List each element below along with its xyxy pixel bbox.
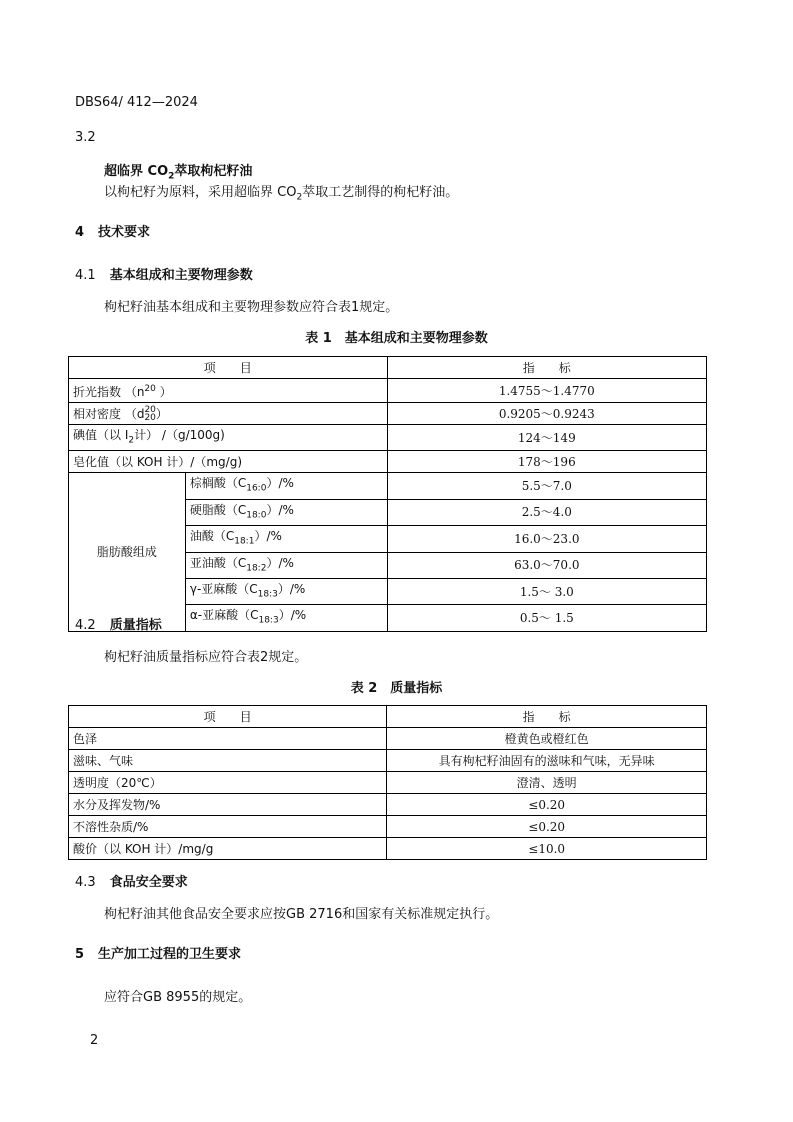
term-heading xyxy=(104,160,252,182)
section-number: 5 xyxy=(75,947,85,962)
header-item: 项 目 xyxy=(69,706,387,728)
section-title: 基本组成和主要物理参数 xyxy=(109,268,253,283)
table-row xyxy=(69,403,707,425)
name-text: 亚油酸（C xyxy=(189,555,247,570)
table-row xyxy=(69,838,707,860)
row-label: 透明度（20℃） xyxy=(69,772,387,794)
section-heading-4-3 xyxy=(75,871,188,890)
name-text: 硬脂酸（C xyxy=(189,502,247,517)
term-definition xyxy=(104,181,458,203)
table-row xyxy=(69,816,707,838)
table-row xyxy=(69,473,707,499)
fatty-acid-value: 1.5～ 3.0 xyxy=(387,578,706,604)
fatty-acid-value: 16.0～23.0 xyxy=(387,526,706,552)
row-label: 不溶性杂质/% xyxy=(69,816,387,838)
name-text: 油酸（C xyxy=(189,529,235,544)
section-number: 4 xyxy=(75,225,85,240)
name-sub: 18:0 xyxy=(246,510,267,521)
header-item: 项 目 xyxy=(69,357,388,379)
fatty-acid-value: 2.5～4.0 xyxy=(387,499,706,525)
name-tail: ）/% xyxy=(266,502,294,517)
section-heading-4-1 xyxy=(75,264,253,283)
label-supsub xyxy=(144,406,155,422)
label-tail: 计） /（g/100g) xyxy=(134,428,225,442)
clause-number: 3.2 xyxy=(75,130,96,145)
fatty-acid-value: 5.5～7.0 xyxy=(387,473,706,499)
row-value: 橙黄色或橙红色 xyxy=(387,728,707,750)
table-row xyxy=(69,750,707,772)
table-row xyxy=(69,379,707,403)
term-pre: 超临界 CO xyxy=(104,164,169,179)
paragraph-4-1: 枸杞籽油基本组成和主要物理参数应符合表1规定。 xyxy=(104,300,399,315)
def-sub: 2 xyxy=(296,192,303,203)
row-value: 0.9205～0.9243 xyxy=(387,403,706,425)
section-heading-4 xyxy=(75,221,150,240)
row-label xyxy=(69,379,388,403)
name-text: α-亚麻酸（C xyxy=(189,608,259,623)
label-text: 折光指数 （n xyxy=(73,385,145,399)
header-index: 指 标 xyxy=(387,706,707,728)
row-value: ≤10.0 xyxy=(387,838,707,860)
row-value: 具有枸杞籽油固有的滋味和气味，无异味 xyxy=(387,750,707,772)
fatty-acid-value: 63.0～70.0 xyxy=(387,552,706,578)
section-title: 质量指标 xyxy=(109,618,162,633)
row-label: 水分及挥发物/% xyxy=(69,794,387,816)
section-number: 4.1 xyxy=(75,268,96,283)
fatty-acid-name xyxy=(185,473,387,499)
fatty-acid-name xyxy=(185,605,387,631)
table-row xyxy=(69,728,707,750)
table-row xyxy=(69,794,707,816)
term-sub: 2 xyxy=(168,171,175,182)
name-tail: ）/% xyxy=(254,529,282,544)
name-tail: ）/% xyxy=(266,476,294,491)
table-header-row xyxy=(69,357,707,379)
label-text: 碘值（以 I xyxy=(73,428,129,442)
name-text: 棕榈酸（C xyxy=(189,476,247,491)
label-tail: ） xyxy=(155,406,168,421)
row-label: 皂化值（以 KOH 计）/（mg/g) xyxy=(69,451,388,473)
label-tail: ） xyxy=(155,385,172,399)
label-sub: 2 xyxy=(128,435,135,446)
section-number: 4.2 xyxy=(75,618,96,633)
fatty-acid-name xyxy=(185,526,387,552)
name-sub: 18:3 xyxy=(258,615,279,626)
section-title: 生产加工过程的卫生要求 xyxy=(98,947,242,962)
fatty-acid-name xyxy=(185,499,387,525)
row-value: ≤0.20 xyxy=(387,794,707,816)
section-title: 食品安全要求 xyxy=(109,875,188,890)
row-label xyxy=(69,425,388,451)
group-label: 脂肪酸组成 xyxy=(69,473,186,631)
section-heading-4-2 xyxy=(75,614,162,633)
table1-caption: 表 1 基本组成和主要物理参数 xyxy=(305,331,488,346)
table-row xyxy=(69,772,707,794)
document-code: DBS64/ 412—2024 xyxy=(75,95,198,110)
row-value: 124～149 xyxy=(387,425,706,451)
fatty-acid-name xyxy=(185,578,387,604)
def-post: 萃取工艺制得的枸杞籽油。 xyxy=(302,185,459,200)
fatty-acid-value: 0.5～ 1.5 xyxy=(387,605,706,631)
table2 xyxy=(68,705,707,860)
table-header-row xyxy=(69,706,707,728)
paragraph-4-2: 枸杞籽油质量指标应符合表2规定。 xyxy=(104,650,308,665)
section-heading-5 xyxy=(75,943,241,962)
row-label: 色泽 xyxy=(69,728,387,750)
page-number: 2 xyxy=(90,1033,99,1048)
name-tail: ）/% xyxy=(278,608,307,623)
paragraph-4-3: 枸杞籽油其他食品安全要求应按GB 2716和国家有关标准规定执行。 xyxy=(104,907,499,922)
name-tail: ）/% xyxy=(277,581,306,596)
label-sup: 20 xyxy=(144,384,156,394)
section-title: 技术要求 xyxy=(98,225,151,240)
table2-caption: 表 2 质量指标 xyxy=(350,681,443,696)
name-sub: 18:1 xyxy=(234,536,255,547)
fatty-acid-name xyxy=(185,552,387,578)
row-value: ≤0.20 xyxy=(387,816,707,838)
row-value: 澄清、透明 xyxy=(387,772,707,794)
name-tail: ）/% xyxy=(266,555,294,570)
row-label: 滋味、气味 xyxy=(69,750,387,772)
def-pre: 以枸杞籽为原料，采用超临界 CO xyxy=(104,185,297,200)
table-row xyxy=(69,425,707,451)
table1 xyxy=(68,356,707,632)
row-value: 1.4755～1.4770 xyxy=(387,379,706,403)
label-sup: 20 xyxy=(144,405,156,415)
name-sub: 18:3 xyxy=(257,589,278,600)
name-text: γ-亚麻酸（C xyxy=(189,581,258,596)
section-number: 4.3 xyxy=(75,875,96,890)
row-label: 酸价（以 KOH 计）/mg/g xyxy=(69,838,387,860)
term-post: 萃取枸杞籽油 xyxy=(174,164,253,179)
row-value: 178～196 xyxy=(387,451,706,473)
header-index: 指 标 xyxy=(387,357,706,379)
table-row xyxy=(69,451,707,473)
paragraph-5: 应符合GB 8955的规定。 xyxy=(104,990,252,1005)
row-label xyxy=(69,403,388,425)
label-sub: 20 xyxy=(144,413,156,423)
name-sub: 18:2 xyxy=(246,562,267,573)
label-text: 相对密度 （d xyxy=(73,406,145,421)
name-sub: 16:0 xyxy=(246,483,267,494)
